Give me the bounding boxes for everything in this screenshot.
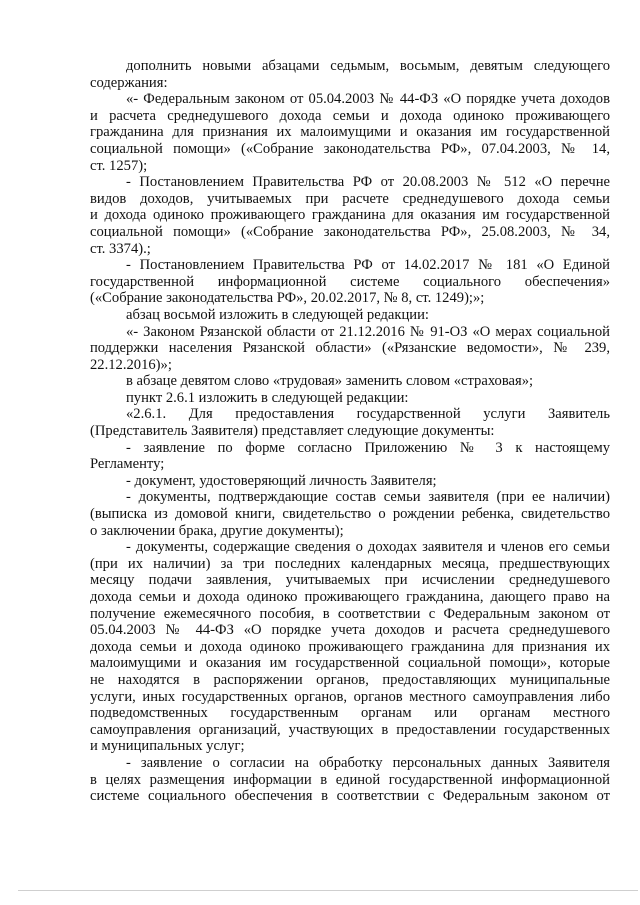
text-line: и муниципальных услуг;: [90, 738, 245, 755]
text-line: пункт 2.6.1 изложить в следующей редакции:: [126, 389, 409, 406]
text-line: - Постановлением Правительства РФ от 20.08.2003 № 512 «О перечне: [126, 174, 610, 191]
text-line: подведомственных государственным органам или органам местного: [90, 705, 610, 722]
text-line: («Собрание законодательства РФ», 20.02.2017, № 8, ст. 1249);»;: [90, 290, 485, 307]
text-line: ст. 3374).;: [90, 240, 151, 257]
text-line: (выписка из домовой книги, свидетельство о рождении ребенка, свидетельство: [90, 506, 610, 523]
text-line: системе социального обеспечения в соответствии с Федеральным законом от: [90, 788, 610, 805]
text-line: социальной помощи» («Собрание законодательства РФ», 07.04.2003, № 14,: [90, 140, 610, 157]
text-line: дополнить новыми абзацами седьмым, восьмым, девятым следующего: [126, 58, 610, 74]
text-line: в целях размещения информации в единой государственной информационной: [90, 771, 610, 788]
text-line: социальной помощи» («Собрание законодательства РФ», 25.08.2003, № 34,: [90, 223, 610, 240]
text-line: содержания:: [90, 74, 168, 91]
text-line: ст. 1257);: [90, 157, 148, 174]
text-line: (при их наличии) за три последних календарных месяца, предшествующих: [90, 555, 610, 572]
text-line: поддержки населения Рязанской области» («Рязанские ведомости», № 239,: [90, 340, 610, 357]
text-line: дохода семьи и дохода одиноко проживающего гражданина для признания их: [90, 638, 610, 655]
page-bottom-edge: [18, 890, 638, 891]
text-line: «- Федеральным законом от 05.04.2003 № 44-ФЗ «О порядке учета доходов: [126, 91, 610, 108]
text-line: 05.04.2003 № 44-ФЗ «О порядке учета доходов и расчета среднедушевого: [90, 622, 610, 639]
document-body: [90, 58, 610, 805]
text-line: о заключении брака, другие документы);: [90, 522, 344, 539]
text-line: - документы, подтверждающие состав семьи заявителя (при ее наличии): [126, 489, 610, 506]
text-line: «2.6.1. Для предоставления государственной услуги Заявитель: [126, 406, 610, 423]
text-line: - Постановлением Правительства РФ от 14.02.2017 № 181 «О Единой: [126, 257, 610, 274]
text-line: гражданина для признания их малоимущими и оказания им государственной: [90, 124, 610, 141]
text-line: самоуправления организаций, участвующих в предоставлении государственных: [90, 721, 610, 738]
text-line: - заявление о согласии на обработку персональных данных Заявителя: [126, 754, 610, 771]
text-line: не находятся в распоряжении органов, предоставляющих муниципальные: [90, 671, 610, 688]
text-line: услуги, иных государственных органов, органов местного самоуправления либо: [90, 688, 610, 705]
text-line: «- Законом Рязанской области от 21.12.2016 № 91-ОЗ «О мерах социальной: [126, 323, 610, 340]
text-line: - документ, удостоверяющий личность Заявителя;: [126, 472, 437, 489]
text-line: 22.12.2016)»;: [90, 356, 172, 373]
text-line: - заявление по форме согласно Приложению № 3 к настоящему: [126, 439, 610, 456]
text-line: государственной информационной системе социального обеспечения»: [90, 273, 610, 290]
text-line: и дохода одиноко проживающего гражданина для оказания им государственной: [90, 207, 610, 224]
text-line: и расчета среднедушевого дохода семьи и дохода одиноко проживающего: [90, 107, 610, 124]
text-line: абзац восьмой изложить в следующей редакции:: [126, 306, 429, 323]
text-line: Регламенту;: [90, 456, 165, 473]
text-line: - документы, содержащие сведения о доходах заявителя и членов его семьи: [126, 539, 610, 556]
text-line: (Представитель Заявителя) представляет следующие документы:: [90, 423, 495, 440]
text-line: видов доходов, учитываемых при расчете среднедушевого дохода семьи: [90, 190, 610, 207]
text-line: малоимущими и оказания им государственной социальной помощи», которые: [90, 655, 610, 672]
text-line: получение ежемесячного пособия, в соответствии с Федеральным законом от: [90, 605, 610, 622]
text-line: дохода семьи и дохода одиноко проживающего гражданина, дающего право на: [90, 589, 610, 605]
text-line: месяцу подачи заявления, учитываемых при исчислении среднедушевого: [90, 572, 610, 589]
text-line: в абзаце девятом слово «трудовая» заменить словом «страховая»;: [126, 373, 534, 390]
